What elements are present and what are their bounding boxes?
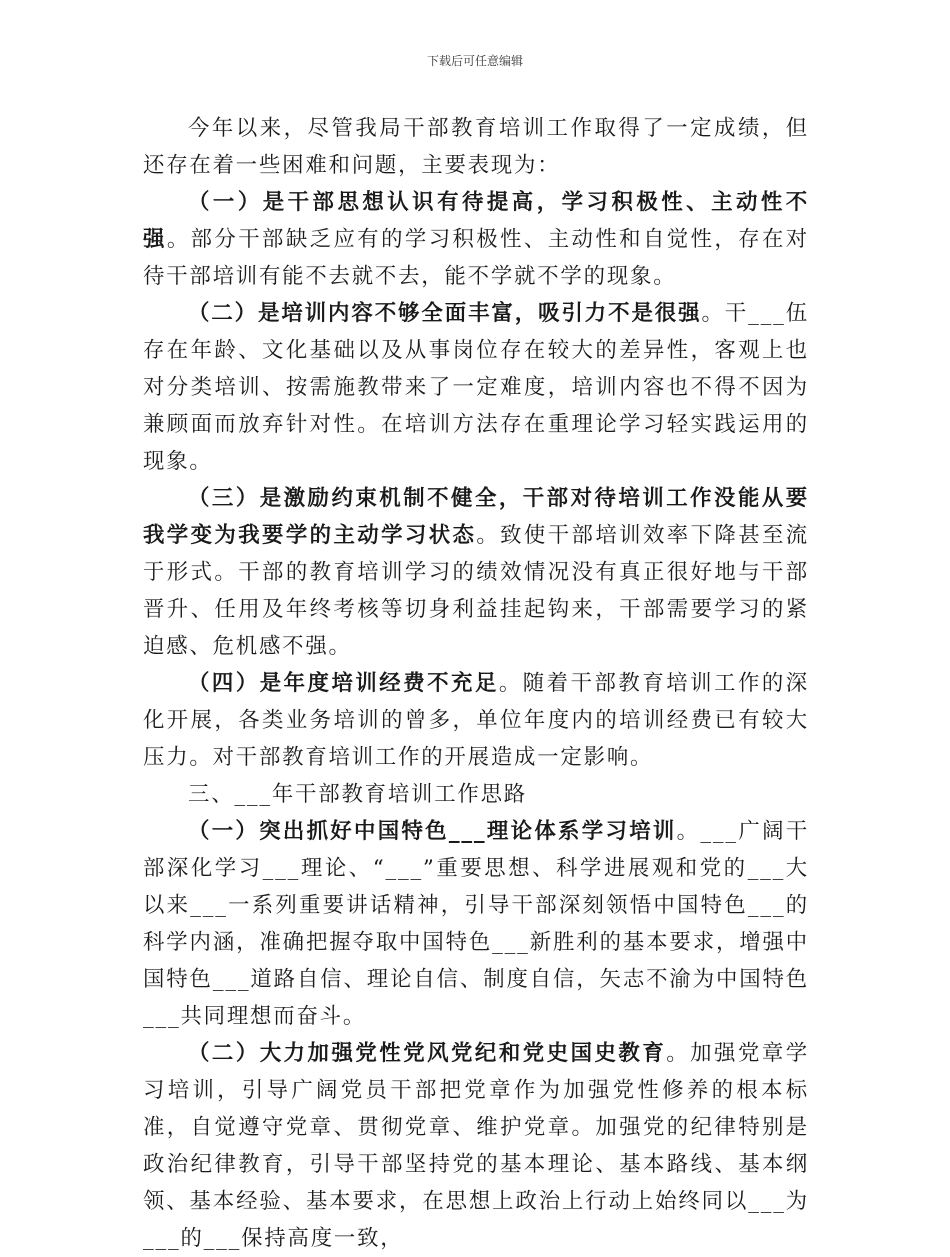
section-heading: 三、___年干部教育培训工作思路 xyxy=(188,782,527,807)
paragraph-bold-lead: （四）是年度培训经费不充足 xyxy=(188,671,499,696)
problem-paragraph-2 xyxy=(143,295,809,480)
plan-paragraph-1 xyxy=(143,813,809,1035)
paragraph-text: 。___广阔干部深化学习___理论、“___”重要思想、科学进展观和党的___大以来___一系列重要讲话精神，引导干部深刻领悟中国特色___的科学内涵，准确把握夺取中国特色___新胜利的基本要求，增强中国特色___道路自信、理论自信、制度自信，矢志不渝为中国特色___共同理想而奋斗。 xyxy=(143,819,810,1029)
paragraph-text: 。加强党章学习培训，引导广阔党员干部把党章作为加强党性修养的根本标准，自觉遵守党章、贯彻党章、维护党章。加强党的纪律特别是政治纪律教育，引导干部坚持党的基本理论、基本路线、基本纲领、基本经验、基本要求，在思想上政治上行动上始终同以___为___的___保持高度一致， xyxy=(143,1041,809,1251)
paragraph-text: 。致使干部培训效率下降甚至流于形式。干部的教育培训学习的绩效情况没有真正很好地与干部晋升、任用及年终考核等切身利益挂起钩来，干部需要学习的紧迫感、危机感不强。 xyxy=(143,523,810,659)
paragraph-text: 今年以来，尽管我局干部教育培训工作取得了一定成绩，但还存在着一些困难和问题，主要表现为： xyxy=(143,116,809,178)
paragraph-bold-lead: （二）大力加强党性党风党纪和党史国史教育 xyxy=(188,1041,667,1066)
plan-paragraph-2 xyxy=(143,1035,809,1257)
document-body xyxy=(143,110,809,1257)
problem-paragraph-1 xyxy=(143,184,809,295)
paragraph-text: 。随着干部教育培训工作的深化开展，各类业务培训的曾多，单位年度内的培训经费已有较大压力。对干部教育培训工作的开展造成一定影响。 xyxy=(143,671,809,770)
download-note: 下载后可任意编辑 xyxy=(426,54,523,68)
intro-paragraph xyxy=(143,110,809,184)
paragraph-bold-lead: （一）是干部思想认识有待提高，学习积极性、主动性不强 xyxy=(143,190,809,252)
paragraph-text: 。干___伍存在年龄、文化基础以及从事岗位存在较大的差异性，客观上也对分类培训、按需施教带来了一定难度，培训内容也不得不因为兼顾面而放弃针对性。在培训方法存在重理论学习轻实践运用的现象。 xyxy=(143,301,809,474)
problem-paragraph-3 xyxy=(143,480,809,665)
paragraph-bold-lead: （三）是激励约束机制不健全，干部对待培训工作没能从要我学变为我要学的主动学习状态 xyxy=(143,486,809,548)
problem-paragraph-4 xyxy=(143,665,809,776)
paragraph-bold-lead: （一）突出抓好中国特色___理论体系学习培训 xyxy=(188,819,677,844)
paragraph-bold-lead: （二）是培训内容不够全面丰富，吸引力不是很强 xyxy=(188,301,702,326)
paragraph-text: 。部分干部缺乏应有的学习积极性、主动性和自觉性，存在对待干部培训有能不去就不去，能不学就不学的现象。 xyxy=(143,227,809,289)
